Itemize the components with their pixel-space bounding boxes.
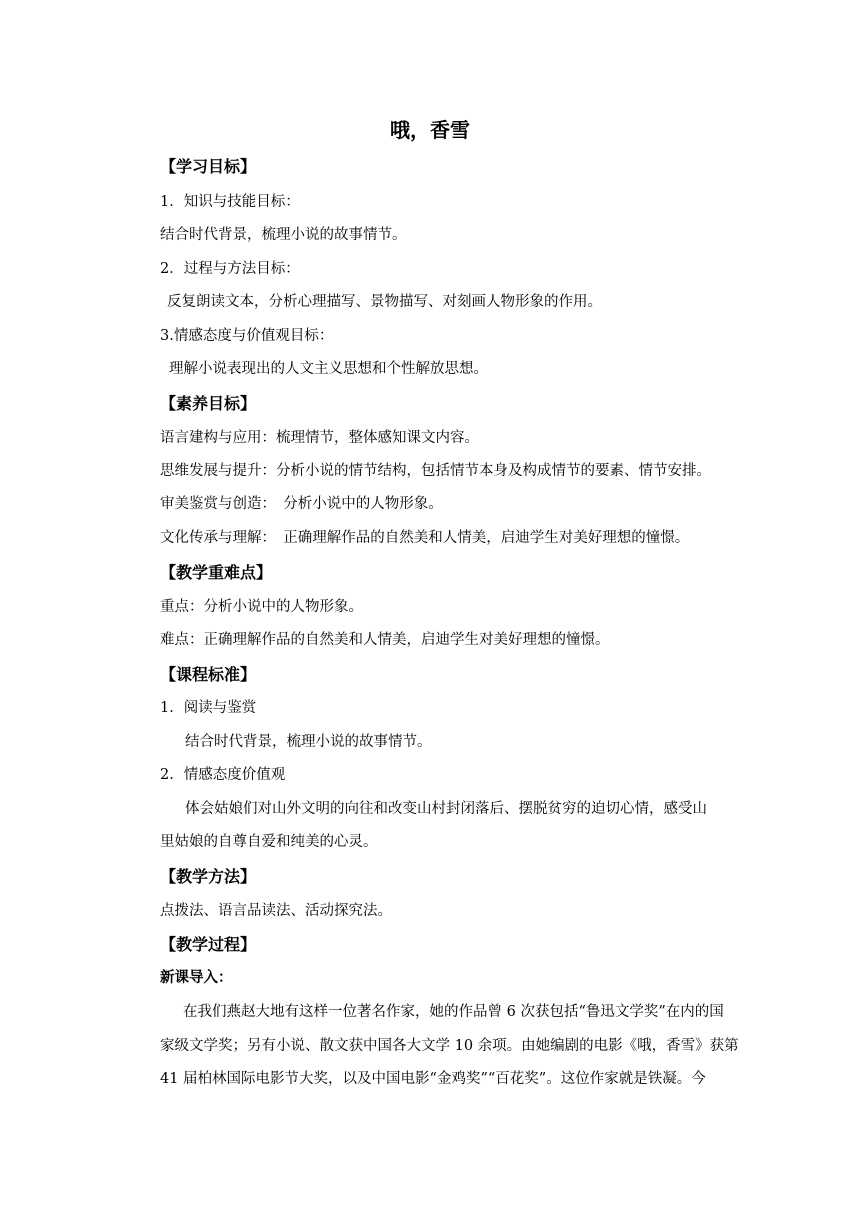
heading-key-points: 【教学重难点】 xyxy=(160,563,273,582)
intro-paragraph-line-3: 41 届柏林国际电影节大奖，以及中国电影“金鸡奖”“百花奖”。这位作家就是铁凝。今 xyxy=(160,1071,706,1087)
standard-1-label: 1．阅读与鉴赏 xyxy=(160,700,257,716)
objective-3-text: 理解小说表现出的人文主义思想和个性解放思想。 xyxy=(169,361,488,377)
objective-2-label: 2．过程与方法目标： xyxy=(160,261,300,277)
literacy-line-2: 思维发展与提升：分析小说的情节结构，包括情节本身及构成情节的要素、情节安排。 xyxy=(160,463,711,479)
new-lesson-intro-label: 新课导入： xyxy=(160,970,233,986)
intro-paragraph-line-1: 在我们燕赵大地有这样一位著名作家，她的作品曾 6 次获包括“鲁迅文学奖”在内的国 xyxy=(183,1004,724,1020)
objective-1-text: 结合时代背景，梳理小说的故事情节。 xyxy=(160,227,407,243)
heading-curriculum-standards: 【课程标准】 xyxy=(160,665,257,684)
heading-literacy-objectives: 【素养目标】 xyxy=(160,394,257,413)
teaching-methods-text: 点拨法、语言品读法、活动探究法。 xyxy=(160,903,392,919)
heading-teaching-methods: 【教学方法】 xyxy=(160,867,257,886)
page-title: 哦，香雪 xyxy=(390,118,470,142)
objective-3-label: 3.情感态度与价值观目标： xyxy=(160,328,334,344)
heading-learning-objectives: 【学习目标】 xyxy=(160,157,257,176)
objective-2-text: 反复朗读文本，分析心理描写、景物描写、对刻画人物形象的作用。 xyxy=(167,294,602,310)
heading-teaching-process: 【教学过程】 xyxy=(160,935,257,954)
standard-1-text: 结合时代背景，梳理小说的故事情节。 xyxy=(185,734,432,750)
objective-1-label: 1．知识与技能目标： xyxy=(160,194,300,210)
standard-2-label: 2．情感态度价值观 xyxy=(160,767,286,783)
intro-paragraph-line-2: 家级文学奖；另有小说、散文获中国各大文学 10 余项。由她编剧的电影《哦，香雪》获第 xyxy=(160,1038,739,1054)
standard-2-text-line-1: 体会姑娘们对山外文明的向往和改变山村封闭落后、摆脱贫穷的迫切心情，感受山 xyxy=(185,801,707,817)
key-point-difficulty: 难点：正确理解作品的自然美和人情美，启迪学生对美好理想的憧憬。 xyxy=(160,632,610,648)
key-point-focus: 重点：分析小说中的人物形象。 xyxy=(160,599,363,615)
literacy-line-4: 文化传承与理解： 正确理解作品的自然美和人情美，启迪学生对美好理想的憧憬。 xyxy=(160,530,690,546)
literacy-line-3: 审美鉴赏与创造： 分析小说中的人物形象。 xyxy=(160,496,443,512)
literacy-line-1: 语言建构与应用：梳理情节，整体感知课文内容。 xyxy=(160,430,479,446)
standard-2-text-line-2: 里姑娘的自尊自爱和纯美的心灵。 xyxy=(160,834,378,850)
